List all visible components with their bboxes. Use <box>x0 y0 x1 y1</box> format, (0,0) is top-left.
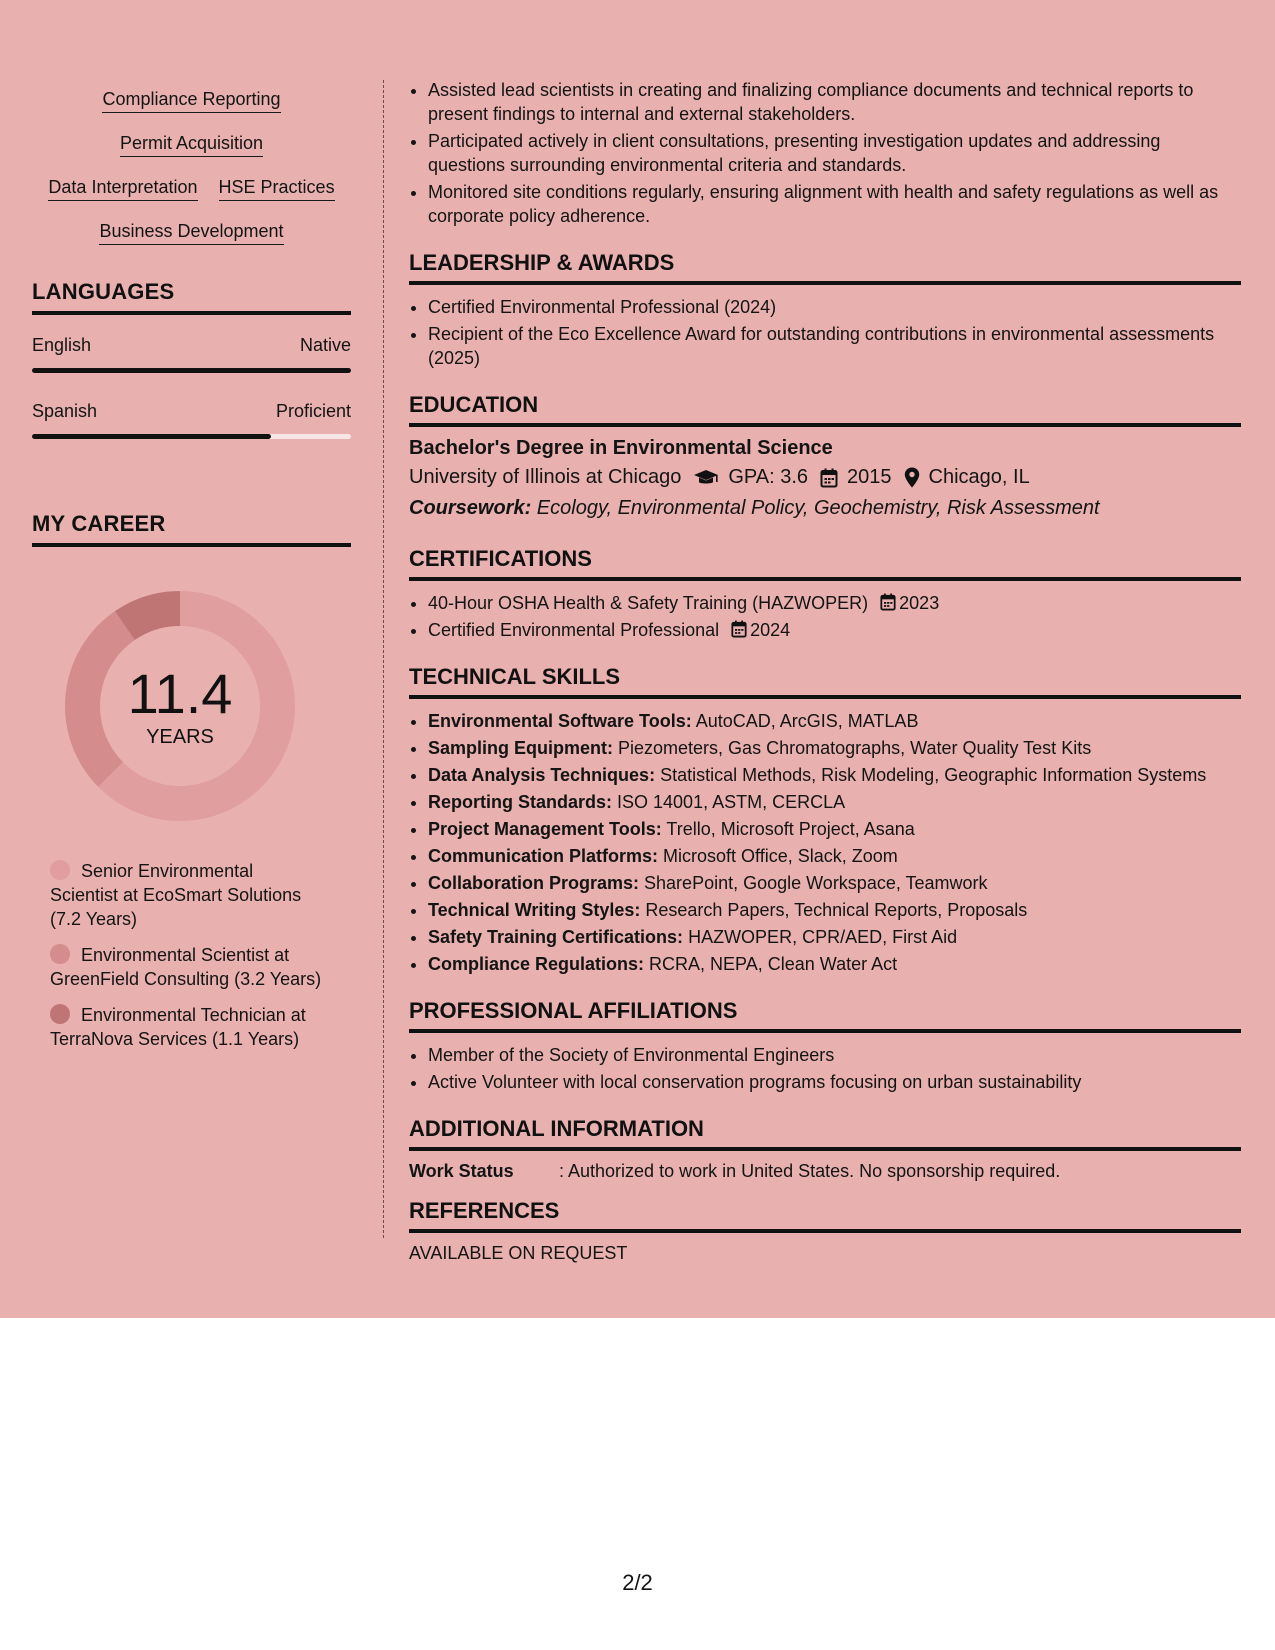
technical-skill-key: Compliance Regulations: <box>428 954 645 974</box>
graduation-cap-icon <box>693 469 719 487</box>
work-status-label: Work Status <box>409 1161 514 1181</box>
calendar-icon <box>731 620 747 638</box>
technical-skill-value: ISO 14001, ASTM, CERCLA <box>612 792 846 812</box>
technical-skill-value: Trello, Microsoft Project, Asana <box>661 819 915 839</box>
legend-label: Senior Environmental Scientist at EcoSmart Solutions (7.2 Years) <box>50 861 302 929</box>
education-degree: Bachelor's Degree in Environmental Science <box>409 437 833 459</box>
column-divider <box>383 80 384 1238</box>
technical-skill-value: Research Papers, Technical Reports, Proposals <box>640 900 1028 920</box>
career-legend <box>50 859 325 1051</box>
experience-bullets <box>409 78 1241 228</box>
language-level: Proficient <box>275 401 351 421</box>
coursework-list: Ecology, Environmental Policy, Geochemistry, Risk Assessment <box>531 497 1100 519</box>
technical-skill-value: RCRA, NEPA, Clean Water Act <box>644 954 898 974</box>
calendar-icon <box>820 468 838 488</box>
technical-skill-item <box>428 817 1241 841</box>
language-bar <box>32 434 351 439</box>
certification-name: Certified Environmental Professional <box>428 620 720 640</box>
affiliations-section <box>409 998 1241 1094</box>
calendar-icon <box>880 593 896 611</box>
legend-label: Environmental Technician at TerraNova Services (1.1 Years) <box>50 1005 306 1049</box>
legend-item <box>50 1003 325 1051</box>
affiliation-item: • Active Volunteer with local conservation programs focusing on urban sustainability <box>428 1070 1241 1094</box>
technical-skill-value: Statistical Methods, Risk Modeling, Geographic Information Systems <box>655 765 1207 785</box>
technical-skill-value: Microsoft Office, Slack, Zoom <box>658 846 898 866</box>
language-name: Spanish <box>32 401 98 421</box>
language-bar <box>32 368 351 373</box>
coursework-label: Coursework: <box>409 497 532 519</box>
education-coursework <box>409 497 1241 520</box>
certifications-title: CERTIFICATIONS <box>409 546 1241 581</box>
additional-info-section <box>409 1116 1241 1182</box>
technical-skill-item <box>428 790 1241 814</box>
certification-item <box>428 618 1241 642</box>
references-text: AVAILABLE ON REQUEST <box>409 1243 628 1263</box>
work-status-row <box>409 1161 1241 1182</box>
technical-skill-value: SharePoint, Google Workspace, Teamwork <box>639 873 988 893</box>
affiliations-title: PROFESSIONAL AFFILIATIONS <box>409 998 1241 1033</box>
award-item: • Certified Environmental Professional (2024) <box>428 295 1241 319</box>
certification-name: 40-Hour OSHA Health & Safety Training (HAZWOPER) <box>428 593 869 613</box>
technical-skills-title: TECHNICAL SKILLS <box>409 664 1241 699</box>
technical-skills-list <box>409 709 1241 976</box>
education-section <box>409 392 1241 520</box>
technical-skill-value: AutoCAD, ArcGIS, MATLAB <box>691 711 919 731</box>
leadership-title: LEADERSHIP & AWARDS <box>409 250 1241 285</box>
affiliation-item: • Member of the Society of Environmental Engineers <box>428 1043 1241 1067</box>
experience-bullet: • Participated actively in client consultations, presenting investigation updates and addressing questions surrounding environmental criteria and standards. <box>428 129 1241 177</box>
legend-dot <box>50 1004 70 1024</box>
language-name: English <box>32 335 92 355</box>
technical-skill-key: Project Management Tools: <box>428 819 662 839</box>
legend-label: Environmental Scientist at GreenField Consulting (3.2 Years) <box>50 945 322 989</box>
language-item <box>32 401 351 439</box>
education-details <box>409 466 1241 489</box>
education-school: University of Illinois at Chicago <box>409 466 682 488</box>
map-pin-icon <box>904 467 920 488</box>
certification-year: 2024 <box>750 620 791 640</box>
references-section <box>409 1198 1241 1264</box>
career-donut-chart <box>65 591 295 821</box>
technical-skill-item <box>428 763 1241 787</box>
experience-bullet: • Monitored site conditions regularly, ensuring alignment with health and safety regulations as well as corporate policy adherence. <box>428 180 1241 228</box>
technical-skill-item <box>428 898 1241 922</box>
technical-skill-key: Technical Writing Styles: <box>428 900 641 920</box>
award-item: • Recipient of the Eco Excellence Award for outstanding contributions in environmental assessments (2025) <box>428 322 1241 370</box>
technical-skills-section <box>409 664 1241 976</box>
skill-tag: HSE Practices <box>219 176 335 201</box>
technical-skill-key: Reporting Standards: <box>428 792 613 812</box>
skill-tag: Data Interpretation <box>48 176 197 201</box>
work-status-value: : Authorized to work in United States. No sponsorship required. <box>559 1161 1061 1181</box>
technical-skill-item <box>428 709 1241 733</box>
technical-skill-item <box>428 736 1241 760</box>
career-years-label: YEARS <box>146 726 214 748</box>
technical-skill-item <box>428 925 1241 949</box>
technical-skill-key: Data Analysis Techniques: <box>428 765 656 785</box>
technical-skill-key: Communication Platforms: <box>428 846 659 866</box>
technical-skill-value: Piezometers, Gas Chromatographs, Water Quality Test Kits <box>613 738 1092 758</box>
right-column <box>409 78 1241 1264</box>
leadership-section <box>409 250 1241 370</box>
technical-skill-item <box>428 952 1241 976</box>
skill-tag: Permit Acquisition <box>120 132 263 157</box>
certification-item <box>428 591 1241 615</box>
languages-title: LANGUAGES <box>32 279 351 315</box>
career-section <box>32 511 351 1051</box>
languages-section <box>32 279 351 439</box>
technical-skill-item <box>428 871 1241 895</box>
education-year: 2015 <box>847 466 892 488</box>
career-title: MY CAREER <box>32 511 351 547</box>
language-level: Native <box>299 335 351 355</box>
legend-item <box>50 859 325 931</box>
skill-tag: Compliance Reporting <box>102 88 280 113</box>
skill-row <box>32 220 351 245</box>
education-title: EDUCATION <box>409 392 1241 427</box>
legend-dot <box>50 944 70 964</box>
language-bar-fill <box>32 434 271 439</box>
education-location: Chicago, IL <box>928 466 1030 488</box>
skill-row <box>32 132 351 157</box>
page-number: 2/2 <box>622 1570 653 1595</box>
technical-skill-key: Sampling Equipment: <box>428 738 614 758</box>
certifications-section <box>409 546 1241 642</box>
education-gpa: GPA: 3.6 <box>728 466 809 488</box>
technical-skill-key: Collaboration Programs: <box>428 873 640 893</box>
skill-row <box>32 176 351 201</box>
experience-bullet: • Assisted lead scientists in creating and finalizing compliance documents and technical reports to present findings to internal and external stakeholders. <box>428 78 1241 126</box>
language-bar-fill <box>32 368 351 373</box>
technical-skill-key: Safety Training Certifications: <box>428 927 684 947</box>
language-item <box>32 335 351 373</box>
skill-row <box>32 88 351 113</box>
technical-skill-value: HAZWOPER, CPR/AED, First Aid <box>683 927 958 947</box>
career-total-years: 11.4 <box>127 662 233 725</box>
references-title: REFERENCES <box>409 1198 1241 1233</box>
legend-item <box>50 943 325 991</box>
left-column <box>32 80 351 1063</box>
technical-skill-item <box>428 844 1241 868</box>
certification-year: 2023 <box>899 593 940 613</box>
skill-tag: Business Development <box>99 220 283 245</box>
additional-info-title: ADDITIONAL INFORMATION <box>409 1116 1241 1151</box>
skills-tags <box>32 88 351 245</box>
technical-skill-key: Environmental Software Tools: <box>428 711 692 731</box>
legend-dot <box>50 860 70 880</box>
